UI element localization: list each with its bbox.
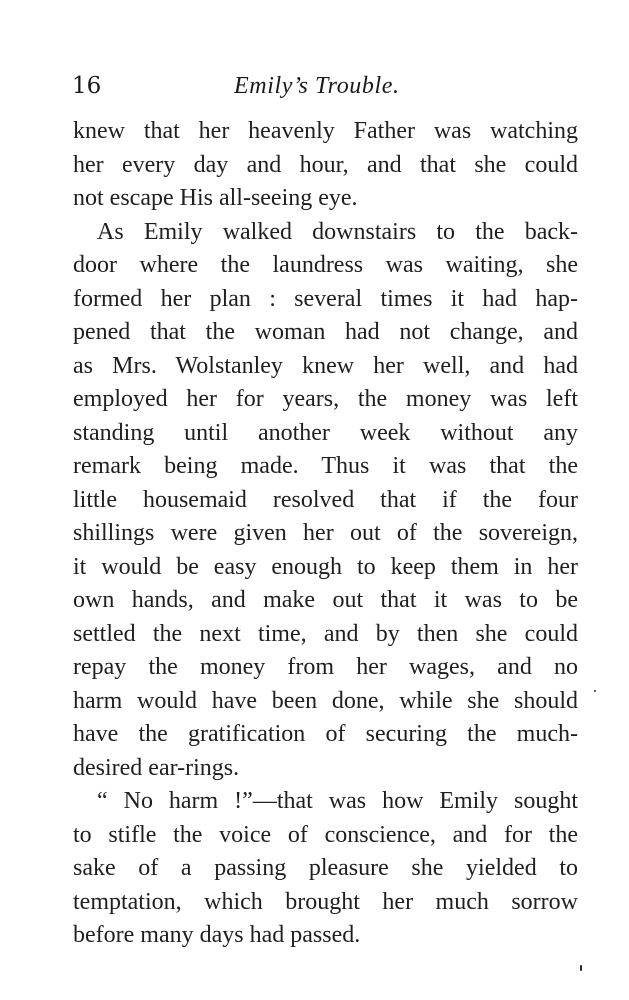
text-line: before many days had passed. <box>73 922 361 948</box>
text-line: to stifle the voice of conscience, and for the <box>73 821 578 848</box>
text-line: it would be easy enough to keep them in her <box>73 553 578 580</box>
text-line: knew that her heavenly Father was watching <box>73 118 578 144</box>
text-line: remark being made. Thus it was that the <box>73 453 578 479</box>
running-title: Emily’s Trouble. <box>234 73 400 99</box>
text-line: settled the next time, and by then she could <box>73 620 578 647</box>
text-line: door where the laundress was waiting, she <box>73 252 578 278</box>
print-speck <box>594 690 596 692</box>
text-line: pened that the woman had not change, and <box>73 319 578 345</box>
text-line: sake of a passing pleasure she yielded to <box>73 855 578 881</box>
text-line: employed her for years, the money was left <box>73 386 578 412</box>
text-line: her every day and hour, and that she could <box>73 151 578 178</box>
text-line: repay the money from her wages, and no <box>73 654 578 680</box>
text-line: little housemaid resolved that if the four <box>73 486 578 513</box>
text-line: own hands, and make out that it was to be <box>73 587 578 613</box>
text-line: as Mrs. Wolstanley knew her well, and had <box>73 352 578 379</box>
text-line: shillings were given her out of the sovereign, <box>73 520 578 546</box>
text-line: temptation, which brought her much sorrow <box>73 888 578 915</box>
body-text <box>73 115 578 953</box>
text-line: standing until another week without any <box>73 419 578 446</box>
text-line: not escape His all-seeing eye. <box>73 185 358 211</box>
paragraph-start-line: “ No harm !”—that was how Emily sought <box>97 788 578 814</box>
text-line: harm would have been done, while she should <box>73 687 578 714</box>
page-number: 16 <box>72 73 102 99</box>
text-line: have the gratification of securing the much- <box>73 721 578 747</box>
page-header <box>72 68 577 104</box>
print-speck <box>580 965 582 971</box>
text-line: formed her plan : several times it had hap- <box>73 285 578 312</box>
paragraph-start-line: As Emily walked downstairs to the back- <box>97 218 578 245</box>
text-line: desired ear-rings. <box>73 754 240 781</box>
